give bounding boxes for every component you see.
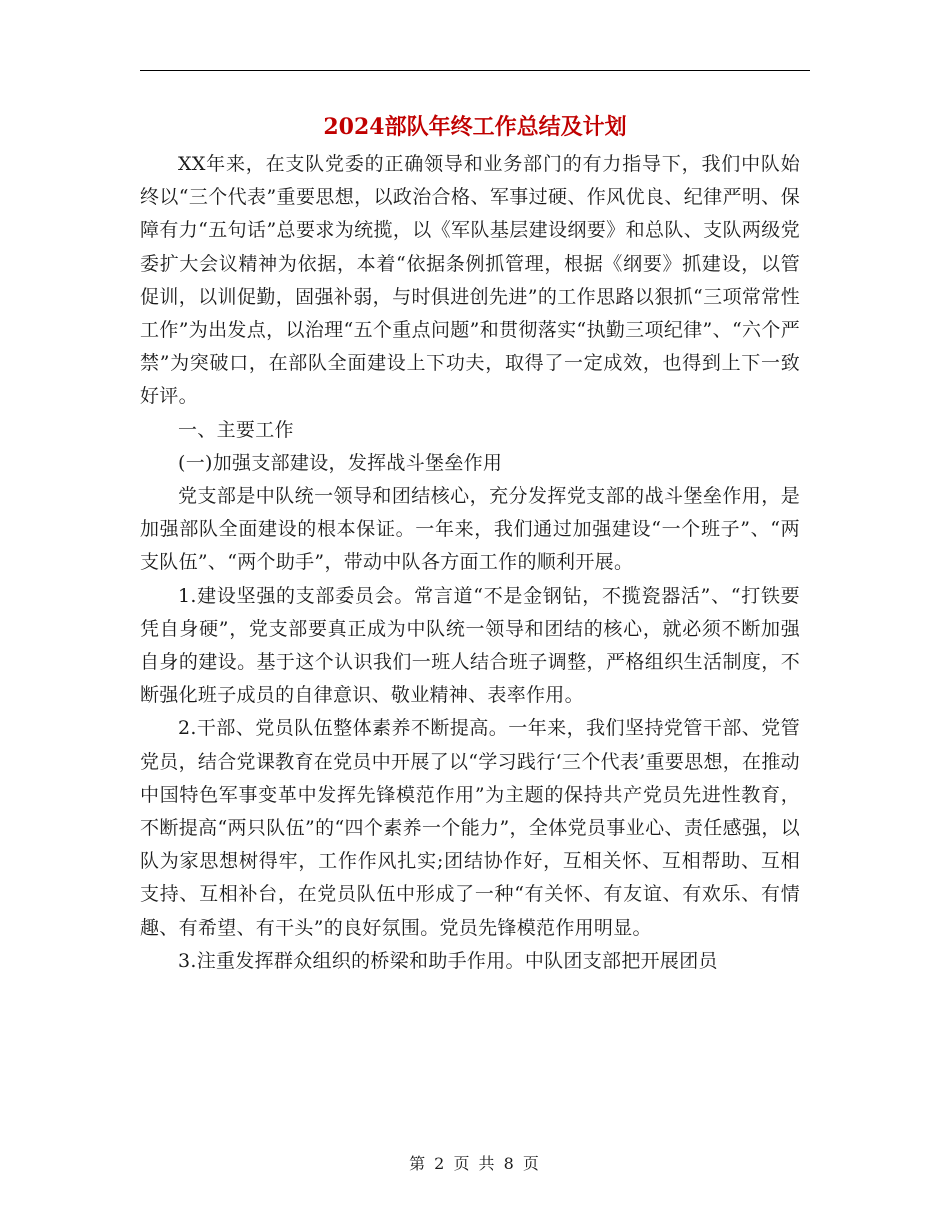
- section-heading-main-work: 一、主要工作: [178, 418, 294, 441]
- subsection-heading-branch-building: (一)加强支部建设，发挥战斗堡垒作用: [178, 451, 503, 474]
- paragraph-party-branch: 党支部是中队统一领导和团结核心，充分发挥党支部的战斗堡垒作用，是加强部队全面建设的根本保证。一年来，我们通过加强建设“一个班子”、“两支队伍”、“两个助手”，带动中队各方面工作的顺利开展。: [140, 485, 800, 574]
- header-rule: [140, 70, 810, 71]
- paragraph-item-1: 1.建设坚强的支部委员会。常言道“不是金钢钻，不揽瓷器活”、“打铁要凭自身硬”，党支部要真正成为中队统一领导和团结的核心，就必须不断加强自身的建设。基于这个认识我们一班人结合班子调整，严格组织生活制度，不断强化班子成员的自律意识、敬业精神、表率作用。: [140, 584, 800, 707]
- intro-paragraph: XX年来，在支队党委的正确领导和业务部门的有力指导下，我们中队始终以“三个代表”重要思想，以政治合格、军事过硬、作风优良、纪律严明、保障有力“五句话”总要求为统揽，以《军队基层建设纲要》和总队、支队两级党委扩大会议精神为依据，本着“依据条例抓管理，根据《纲要》抓建设，以管促训，以训促勤，固强补弱，与时俱进创先进”的工作思路以狠抓“三项常常性工作”为出发点，以治理“五个重点问题”和贯彻落实“执勤三项纪律”、“六个严禁”为突破口，在部队全面建设上下功夫，取得了一定成效，也得到上下一致好评。: [140, 153, 800, 408]
- document-title: 2024部队年终工作总结及计划: [323, 114, 627, 140]
- paragraph-item-3: 3.注重发挥群众组织的桥梁和助手作用。中队团支部把开展团员: [178, 949, 718, 972]
- document-body: [140, 148, 800, 978]
- page-number-footer: 第 2 页 共 8 页: [409, 1154, 541, 1173]
- paragraph-item-2: 2.干部、党员队伍整体素养不断提高。一年来，我们坚持党管干部、党管党员，结合党课教育在党员中开展了以“学习践行‘三个代表’重要思想，在推动中国特色军事变革中发挥先锋模范作用”为主题的保持共产党员先进性教育，不断提高“两只队伍”的“四个素养一个能力”，全体党员事业心、责任感强，以队为家思想树得牢，工作作风扎实;团结协作好，互相关怀、互相帮助、互相支持、互相补台，在党员队伍中形成了一种“有关怀、有友谊、有欢乐、有情趣、有希望、有干头”的良好氛围。党员先锋模范作用明显。: [140, 717, 800, 939]
